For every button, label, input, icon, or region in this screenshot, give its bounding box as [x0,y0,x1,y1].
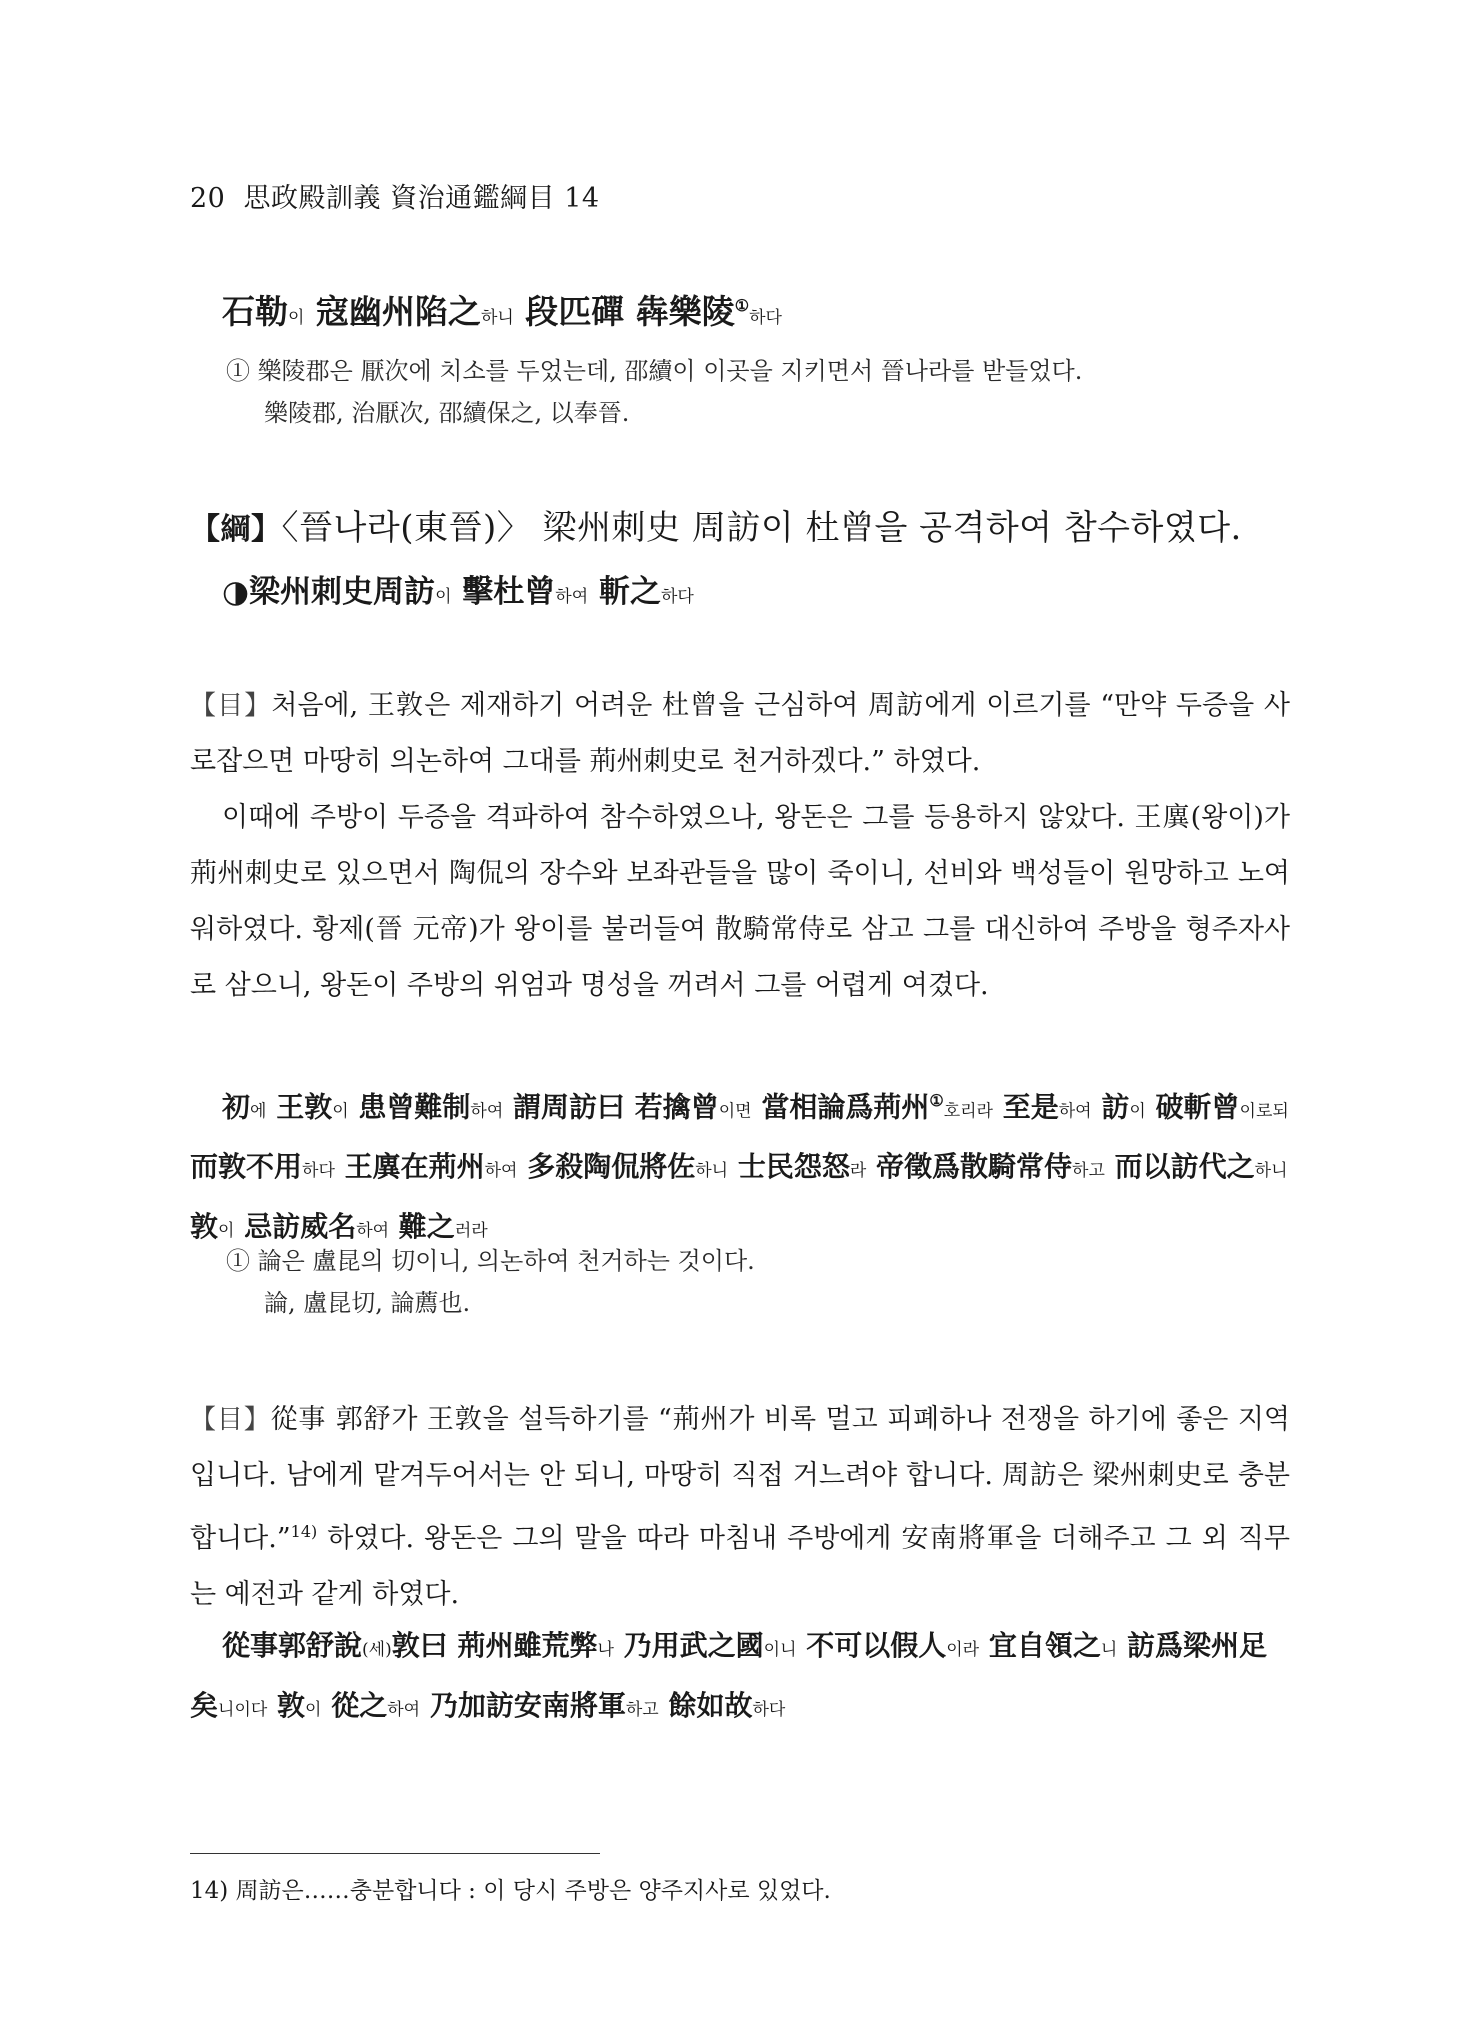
mok-1-source: 初에 王敦이 患曾難制하여 謂周訪曰 若擒曾이면 當相論爲荊州①호리라 至是하여 訪이 破斬曾이로되 而敦不用하다 王廙在荊州하여 多殺陶侃將佐하니 士民怨怒라 帝徵爲散騎常侍하고 而以訪代之하니 敦이 忌訪威名하여 難之러라 [190,1090,1289,1244]
page-number: 20 [190,183,226,214]
annotation-2 [226,1240,1286,1324]
gang-source: ◑梁州刺史周訪이 擊杜曾하여 斬之하다 [222,574,694,610]
mok-tag-2: 【目】 [190,1405,271,1435]
annotation-1 [226,350,1286,434]
annotation-2-source: 論, 盧昆切, 論薦也. [264,1289,471,1317]
mok-2-source: 從事郭舒說(세)敦曰 荊州雖荒弊나 乃用武之國이니 不可以假人이라 宜自領之니 訪爲梁州足矣니이다 敦이 從之하여 乃加訪安南將軍하고 餘如故하다 [190,1629,1268,1722]
mok-1-paragraph-1: 【目】처음에, 王敦은 제재하기 어려운 杜曾을 근심하여 周訪에게 이르기를 “만약 두증을 사로잡으면 마땅히 의논하여 그대를 荊州刺史로 천거하겠다.” 하였다. [190,690,1290,777]
mok-1-paragraph-2: 이때에 주방이 두증을 격파하여 참수하였으나, 왕돈은 그를 등용하지 않았다. 王廙(왕이)가 荊州刺史로 있으면서 陶侃의 장수와 보좌관들을 많이 죽이니, 선비와 백성들이 원망하고 노여워하였다. 황제(晉 元帝)가 왕이를 불러들여 散騎常侍로 삼고 그를 대신하여 주방을 형주자사로 삼으니, 왕돈이 주방의 위엄과 명성을 꺼려서 그를 어렵게 여겼다. [190,802,1290,1001]
mok-2-paragraph-1: 【目】從事 郭舒가 王敦을 설득하기를 “荊州가 비록 멀고 피폐하나 전쟁을 하기에 좋은 지역입니다. 남에게 맡겨두어서는 안 되니, 마땅히 직접 거느려야 합니다. 周訪은 梁州刺史로 충분합니다.”$^{14)}$ 하였다. 왕돈은 그의 말을 따라 마침내 주방에게 安南將軍을 더해주고 그 외 직무는 예전과 같게 하였다. [190,1404,1290,1610]
mok-tag: 【目】 [190,691,272,721]
footnote-14: 14) 周訪은……충분합니다 : 이 당시 주방은 양주지사로 있었다. [190,1878,831,1904]
book-title: 思政殿訓義 資治通鑑綱目 14 [243,183,600,214]
annotation-1-korean: ① 樂陵郡은 厭次에 치소를 두었는데, 邵續이 이곳을 지키면서 晉나라를 받들었다. [226,357,1083,385]
annotation-2-korean: ① 論은 盧昆의 切이니, 의논하여 천거하는 것이다. [226,1247,755,1275]
footnote-divider [190,1853,600,1854]
gang-heading [190,500,1242,549]
annotation-1-source: 樂陵郡, 治厭次, 邵續保之, 以奉晉. [264,399,630,427]
hanja-heading-1: 石勒이 寇幽州陷之하니 段匹磾 犇樂陵①하다 [222,292,782,331]
gang-text: 〈晉나라(東晉)〉 梁州刺史 周訪이 杜曾을 공격하여 참수하였다. [281,508,1242,548]
running-header [190,176,600,215]
gang-tag: 【綱】 [190,512,282,547]
